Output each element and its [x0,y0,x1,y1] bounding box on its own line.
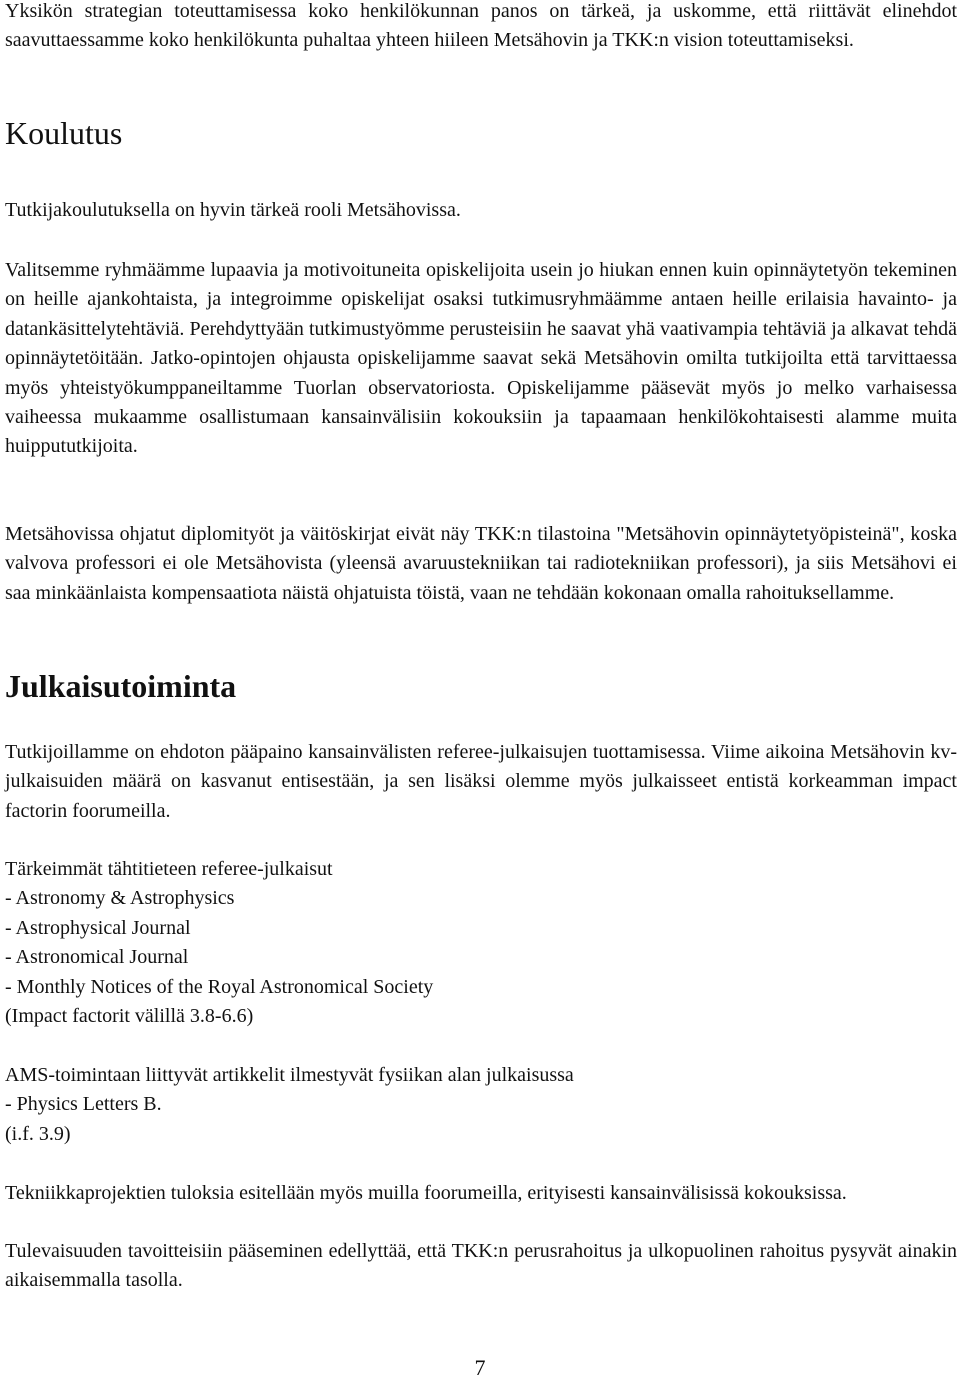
list-item: - Physics Letters B. [5,1093,162,1116]
list-item: (i.f. 3.9) [5,1122,71,1145]
koulutus-lead-paragraph: Tutkijakoulutuksella on hyvin tärkeä rooli Metsähovissa. [5,199,461,221]
koulutus-paragraph-1: Valitsemme ryhmäämme lupaavia ja motivoituneita opiskelijoita usein jo hiukan ennen kuin opinnäytetyön tekeminen on heille ajankohtaista, ja integroimme opiskelijat osaksi tutkimusryhmäämme antaen heille erilaisia havainto- ja datankäsittelytehtäviä. Perehdyttyään tutkimustyömme perusteisiin he saavat yhä vaativampia tehtäviä ja alkavat tehdä opinnäytetöitään. Jatko-opintojen ohjausta opiskelijamme saavat sekä Metsähovin omilta tutkijoilta että tarvittaessa myös yhteistyökumppaneiltamme Tuorlan observatoriosta. Opiskelijamme pääsevät myös jo melko varhaisessa vaiheessa mukaamme osallistumaan kansainvälisiin kokouksiin ja tapaamaan henkilökohtaisesti alamme muita huippututkijoita. [5,259,957,458]
koulutus-paragraph-2: Metsähovissa ohjatut diplomityöt ja väitöskirjat eivät näy TKK:n tilastoina "Metsähovin opinnäytetyöpisteinä", koska valvova professori ei ole Metsähovista (yleensä avaruustekniikan tai radiotekniikan professori), ja siis Metsähovi ei saa minkäänlaista kompensaatiota näistä ohjatuista töistä, vaan ne tehdään kokonaan omalla rahoituksellamme. [5,523,957,604]
list-item: - Astronomical Journal [5,946,189,969]
list-item: - Monthly Notices of the Royal Astronomical Society [5,975,434,998]
list-item: (Impact factorit välillä 3.8-6.6) [5,1005,254,1028]
julkaisu-paragraph-3: Tulevaisuuden tavoitteisiin pääseminen edellyttää, että TKK:n perusrahoitus ja ulkopuolinen rahoitus pysyvät ainakin aikaisemmalla tasolla. [5,1240,957,1292]
section-heading-julkaisutoiminta: Julkaisutoiminta [5,668,237,704]
list-item: AMS-toimintaan liittyvät artikkelit ilmestyvät fysiikan alan julkaisussa [5,1064,574,1086]
section-heading-koulutus: Koulutus [5,115,123,151]
astro-journal-list [5,855,957,1031]
julkaisu-paragraph-2: Tekniikkaprojektien tuloksia esitellään myös muilla foorumeilla, erityisesti kansainvälisissä kokouksissa. [5,1182,847,1204]
ams-journal-list [5,1061,957,1149]
list-item: Tärkeimmät tähtitieteen referee-julkaisut [5,858,333,880]
list-item: - Astrophysical Journal [5,916,191,939]
page-number: 7 [474,1355,486,1380]
intro-paragraph: Yksikön strategian toteuttamisessa koko henkilökunnan panos on tärkeä, ja uskomme, että riittävät elinehdot saavuttaessamme koko henkilökunta puhaltaa yhteen hiileen Metsähovin ja TKK:n vision toteuttamiseksi. [5,0,957,52]
list-item: - Astronomy & Astrophysics [5,887,235,910]
julkaisu-paragraph-1: Tutkijoillamme on ehdoton pääpaino kansainvälisten referee-julkaisujen tuottamisessa. Viime aikoina Metsähovin kv-julkaisuiden määrä on kasvanut entisestään, ja sen lisäksi olemme myös julkaisseet entistä korkeamman impact factorin foorumeilla. [5,741,957,822]
